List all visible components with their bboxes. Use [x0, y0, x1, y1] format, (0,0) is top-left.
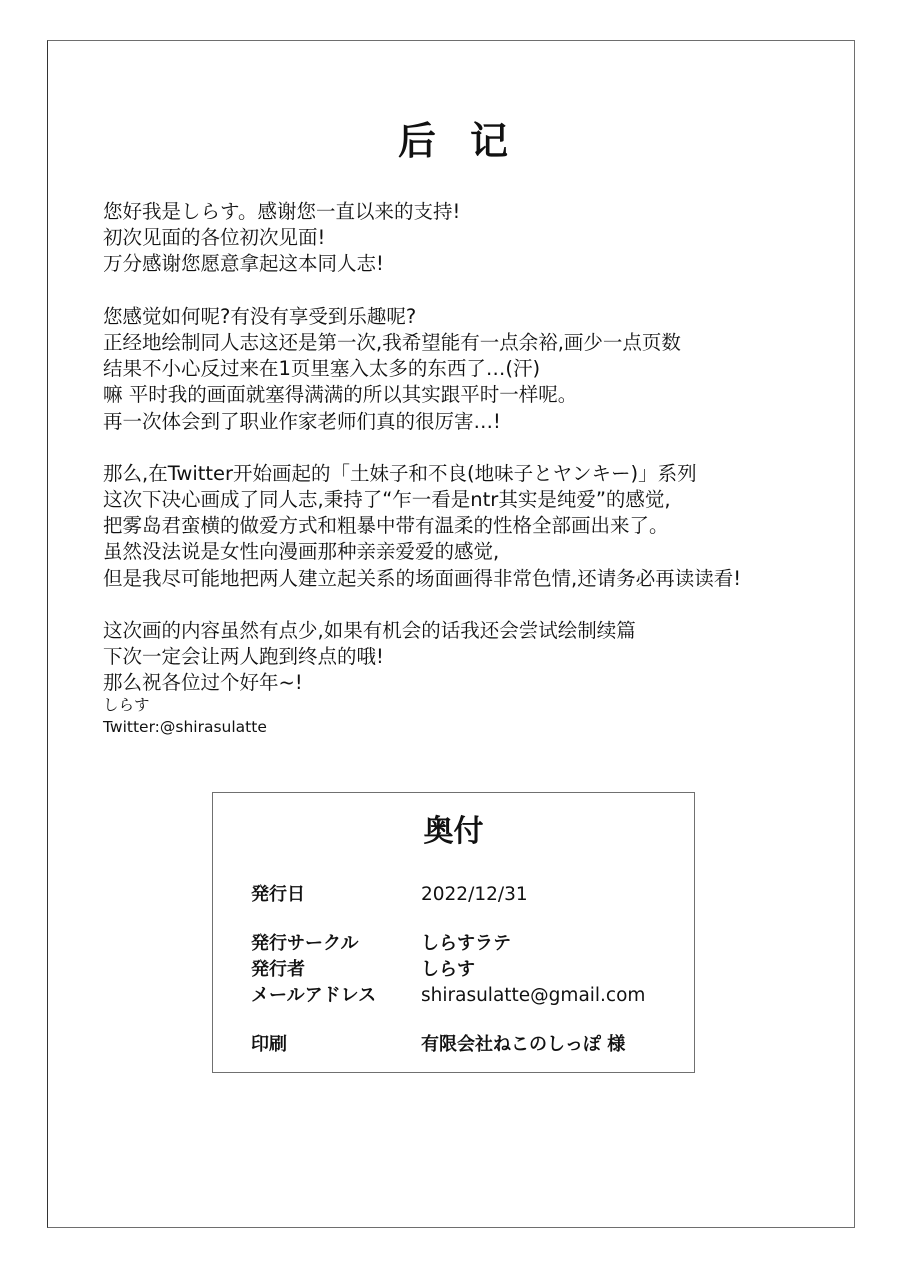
colophon-row-email: [251, 984, 671, 1008]
colophon-title: 奥付: [423, 814, 484, 849]
colophon-label: 印刷: [251, 1034, 287, 1055]
colophon-box: [212, 792, 695, 1073]
text-line: 但是我尽可能地把两人建立起关系的场面画得非常色情,还请务必再读读看!: [103, 566, 742, 590]
text-line: 初次见面的各位初次见面!: [103, 226, 326, 250]
colophon-row-circle: [251, 932, 671, 956]
colophon-value: しらすラテ: [421, 933, 511, 954]
signature: [103, 694, 267, 738]
text-line: 您感觉如何呢?有没有享受到乐趣呢?: [103, 304, 417, 328]
text-line: 万分感谢您愿意拿起这本同人志!: [103, 252, 384, 276]
text-line: 正经地绘制同人志这还是第一次,我希望能有一点余裕,画少一点页数: [103, 330, 681, 354]
afterword-title: 后记: [397, 119, 542, 163]
text-line: 下次一定会让两人跑到终点的哦!: [103, 645, 384, 669]
colophon-value: shirasulatte@gmail.com: [421, 985, 646, 1006]
colophon-label: 発行サークル: [251, 933, 359, 954]
colophon-value: しらす: [421, 959, 475, 980]
text-line: 这次下决心画成了同人志,秉持了“乍一看是ntr其实是纯爱”的感觉,: [103, 488, 671, 512]
colophon-label: 発行者: [251, 959, 305, 980]
text-line: 那么祝各位过个好年~!: [103, 671, 303, 695]
text-line: 虽然没法说是女性向漫画那种亲亲爱爱的感觉,: [103, 540, 500, 564]
author-name: しらす: [103, 696, 150, 714]
text-line: 把雾岛君蛮横的做爱方式和粗暴中带有温柔的性格全部画出来了。: [103, 514, 669, 538]
paragraph-series: [103, 461, 863, 592]
afterword-body: [103, 199, 863, 723]
colophon-label: 発行日: [251, 884, 305, 905]
colophon-row-publisher: [251, 958, 671, 982]
colophon-value: 2022/12/31: [421, 884, 528, 905]
twitter-handle: Twitter:@shirasulatte: [103, 718, 267, 736]
text-line: 再一次体会到了职业作家老师们真的很厉害…!: [103, 409, 501, 433]
colophon-row-printer: [251, 1033, 671, 1057]
colophon-row-publish-date: [251, 883, 671, 907]
paragraph-impressions: [103, 304, 863, 435]
colophon-label: メールアドレス: [251, 985, 377, 1006]
paragraph-closing: [103, 618, 863, 697]
text-line: 嘛 平时我的画面就塞得满满的所以其实跟平时一样呢。: [103, 383, 578, 407]
text-line: 您好我是しらす。感谢您一直以来的支持!: [103, 200, 461, 223]
paragraph-greeting: [103, 199, 863, 278]
text-line: 结果不小心反过来在1页里塞入太多的东西了…(汗): [103, 357, 541, 381]
colophon-value: 有限会社ねこのしっぽ 様: [421, 1034, 626, 1055]
text-line: 这次画的内容虽然有点少,如果有机会的话我还会尝试绘制续篇: [103, 619, 636, 642]
text-line: 那么,在Twitter开始画起的「土妹子和不良(地味子とヤンキー)」系列: [103, 461, 697, 485]
